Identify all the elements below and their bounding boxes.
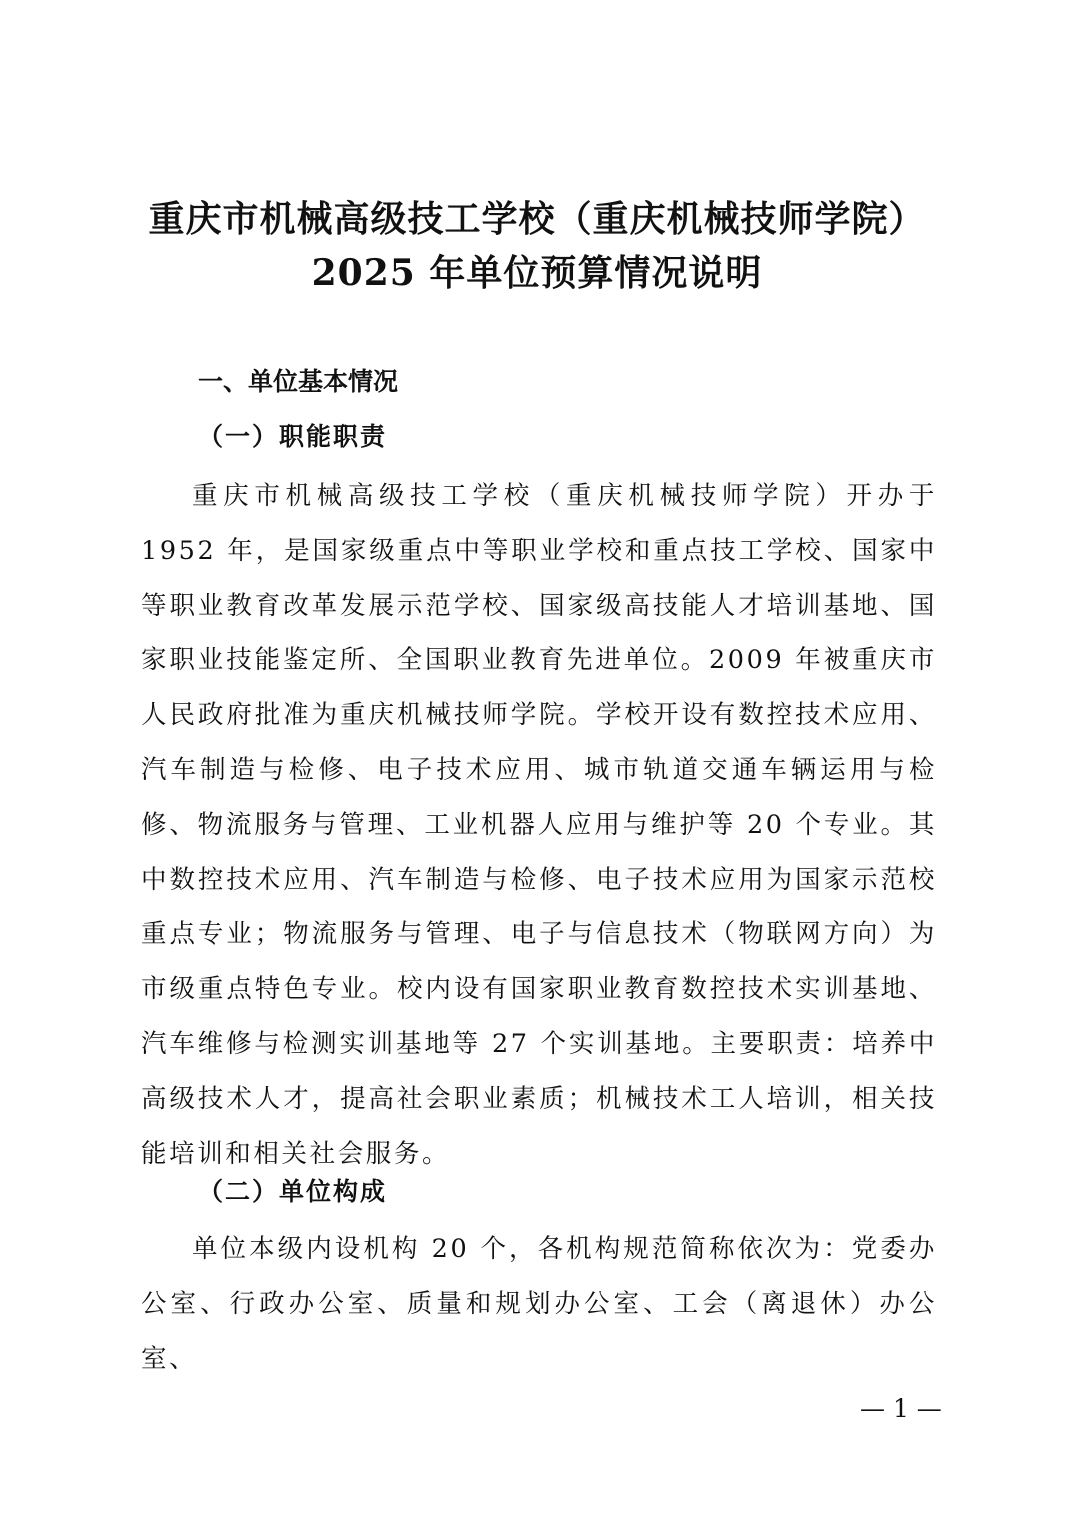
document-title-line2: 2025 年单位预算情况说明 xyxy=(311,252,763,294)
subsection-heading-composition: （二）单位构成 xyxy=(198,1177,388,1206)
section-heading-basic-info: 一、单位基本情况 xyxy=(198,367,399,396)
subsection-heading-functions: （一）职能职责 xyxy=(198,422,388,451)
paragraph-functions: 重庆市机械高级技工学校（重庆机械技师学院）开办于 1952 年，是国家级重点中等职业学校和重点技工学校、国家中等职业教育改革发展示范学校、国家级高技能人才培训基地、国家职业技能鉴定所、全国职业教育先进单位。2009 年被重庆市人民政府批准为重庆机械技师学院。学校开设有数控技术应用、汽车制造与检修、电子技术应用、城市轨道交通车辆运用与检修、物流服务与管理、工业机器人应用与维护等 20 个专业。其中数控技术应用、汽车制造与检修、电子技术应用为国家示范校重点专业；物流服务与管理、电子与信息技术（物联网方向）为市级重点特色专业。校内设有国家职业教育数控技术实训基地、汽车维修与检测实训基地等 27 个实训基地。主要职责：培养中高级技术人才，提高社会职业素质；机械技术工人培训，相关技能培训和相关社会服务。 xyxy=(141,481,937,1169)
document-title-line1: 重庆市机械高级技工学校（重庆机械技师学院） xyxy=(148,198,926,240)
paragraph-composition: 单位本级内设机构 20 个，各机构规范简称依次为：党委办公室、行政办公室、质量和规划办公室、工会（离退休）办公室、 xyxy=(141,1234,937,1374)
page-number: — 1 — xyxy=(860,1394,942,1423)
